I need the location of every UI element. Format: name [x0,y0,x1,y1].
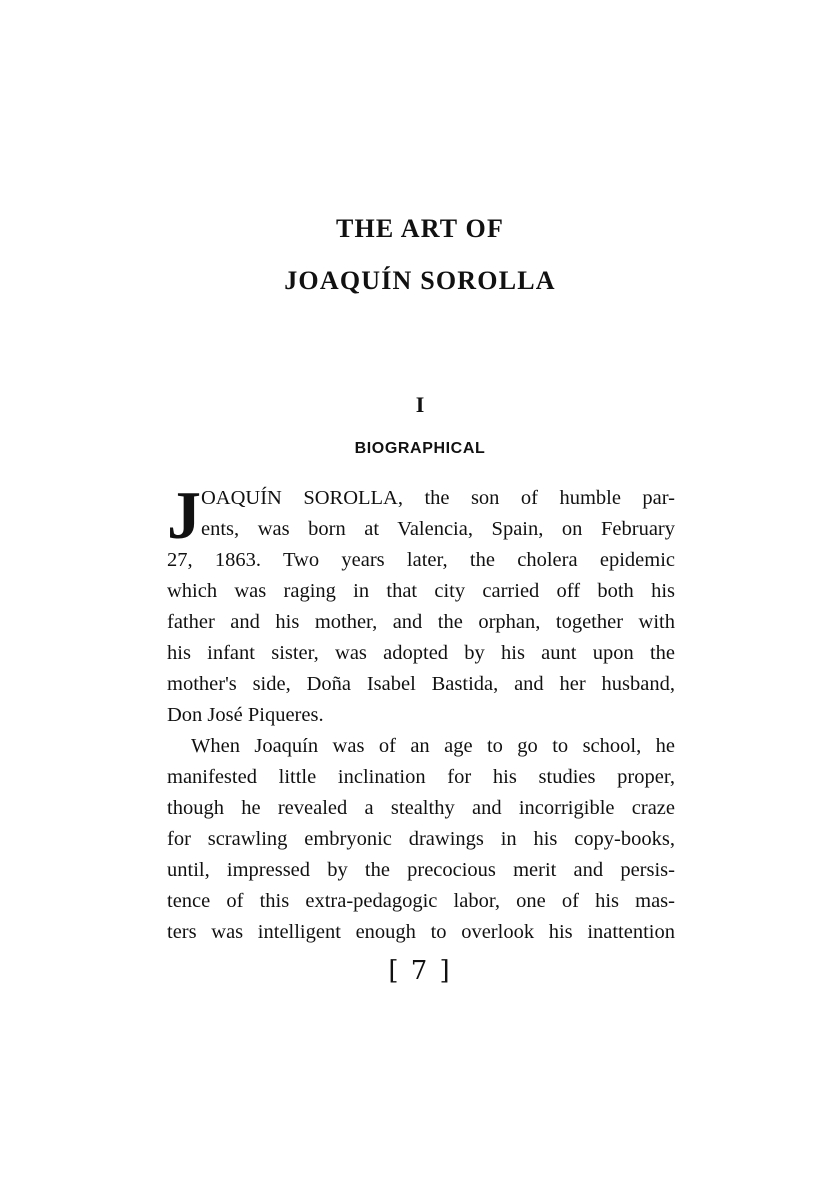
text-line: When Joaquín was of an age to go to school, he [191,735,675,757]
text-line: father and his mother, and the orphan, together with [167,611,675,633]
text-line: for scrawling embryonic drawings in his copy-books, [167,828,675,850]
chapter-number: I [415,392,425,417]
text-line: ents, was born at Valencia, Spain, on February [201,518,675,540]
drop-cap: J [167,477,201,553]
text-line: mother's side, Doña Isabel Bastida, and her husband, [167,673,675,695]
text-line: which was raging in that city carried off both his [167,580,675,602]
text-line: Don José Piqueres. [167,704,324,726]
text-line: manifested little inclination for his studies proper, [167,766,675,788]
title-line-2: JOAQUÍN SOROLLA [284,266,556,295]
text-line: ters was intelligent enough to overlook his inattention [167,921,675,943]
text-line: though he revealed a stealthy and incorrigible craze [167,797,675,819]
page-number: [ 7 ] [388,956,452,986]
chapter-title: BIOGRAPHICAL [354,440,486,457]
text-line: 27, 1863. Two years later, the cholera epidemic [167,549,675,571]
text-line: OAQUÍN SOROLLA, the son of humble par- [201,487,675,509]
text-line: until, impressed by the precocious merit and persis- [167,859,675,881]
title-line-1: THE ART OF [335,214,505,243]
text-line: tence of this extra-pedagogic labor, one of his mas- [167,890,675,912]
text-line: his infant sister, was adopted by his aunt upon the [167,642,675,664]
